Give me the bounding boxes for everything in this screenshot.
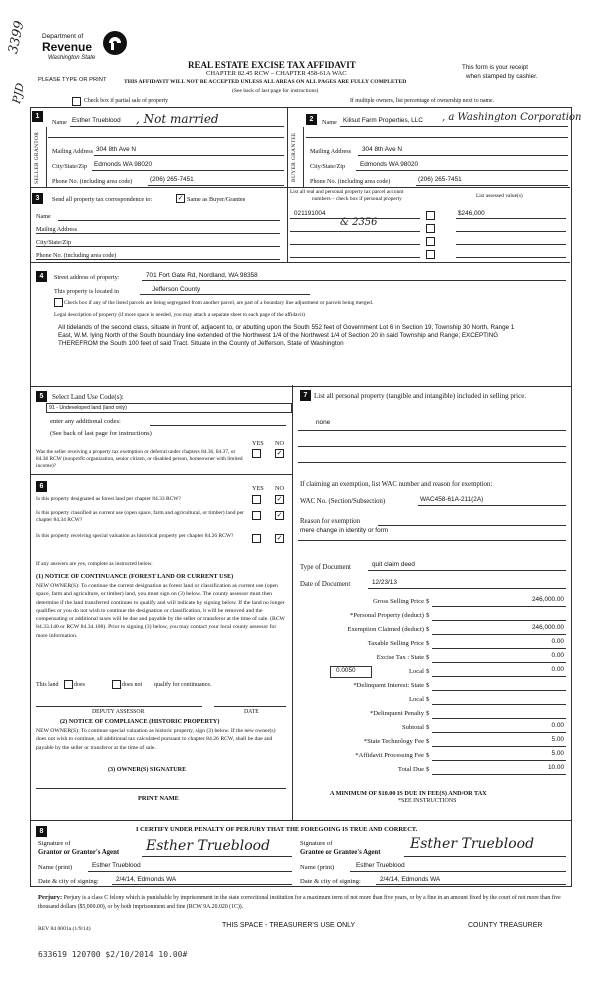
buyer-city-label: City/State/Zip (310, 163, 346, 170)
receipt-line: 633619 120700 $2/10/2014 10.00# (38, 950, 188, 959)
perjury-text: Perjury is a class C felony which is punishable by imprisonment in the state correctional institution for a maximum term of not more than five years, or by a fine in an amount fixed by the court of not more than five thousand dollars ($5,000.00), or by both imprisonment and fine (RCW 9A.20.020 (1C)). (38, 895, 561, 910)
parcel-header2: numbers – check box if personal property (312, 196, 402, 202)
s5-yes-checkbox[interactable] (252, 449, 261, 458)
grantee-sig-label2: Grantee or Grantee's Agent (300, 849, 381, 856)
currency: $ (426, 710, 430, 717)
treasurer-space: THIS SPACE - TREASURER'S USE ONLY (222, 922, 356, 929)
seller-mailing-label: Mailing Address (52, 148, 94, 155)
personal-property-label: List all personal property (tangible and intangible) included in selling price. (314, 392, 527, 400)
this-land-label: This land (36, 682, 59, 688)
s5-no-checkbox[interactable]: ✓ (276, 449, 283, 457)
personal-property-checkbox[interactable] (426, 237, 435, 246)
stamp-number: 3399 (6, 19, 28, 56)
same-as-buyer-checkbox[interactable]: ✓ (177, 194, 184, 202)
s6-q1-yes[interactable] (252, 495, 261, 504)
currency: $ (426, 626, 430, 633)
street-address[interactable]: 701 Fort Gate Rd, Nordland, WA 98358 (146, 272, 258, 279)
form-title: REAL ESTATE EXCISE TAX AFFIDAVIT (188, 60, 356, 70)
tax-value[interactable]: 10.00 (548, 764, 564, 771)
see-instructions: *SEE INSTRUCTIONS (398, 798, 457, 804)
dept-line1: Department of (42, 33, 84, 40)
notice2-text: NEW OWNER(S): To continue special valuation as historic property, sign (3) below. If the new owner(s) does not wish to continue, all additional tax calculated pursuant to chapter 84.26 RCW, shall be due and payable by the seller or transferor at the time of sale. (36, 728, 276, 751)
seller-side-label: SELLER GRANTOR (34, 131, 40, 184)
currency: $ (426, 668, 430, 675)
grantor-signature: Esther Trueblood (146, 838, 271, 854)
assessed-header: List assessed value(s) (476, 193, 523, 199)
does-label: does (74, 682, 85, 688)
deputy-assessor: DEPUTY ASSESSOR (92, 709, 145, 715)
tax-value[interactable]: 246,000.00 (532, 596, 564, 603)
s3-city-label: City/State/Zip (36, 239, 72, 246)
personal-property-checkbox[interactable] (426, 211, 435, 220)
wac-number[interactable]: WAC458-61A-211(2A) (420, 496, 484, 503)
deputy-date: DATE (244, 709, 259, 715)
section-1-number: 1 (32, 111, 43, 122)
doc-type-label: Type of Document (300, 564, 351, 571)
buyer-city[interactable]: Edmonds WA 98020 (360, 161, 419, 168)
doc-date[interactable]: 12/23/13 (372, 579, 397, 586)
tax-value[interactable]: 5.00 (551, 750, 564, 757)
perjury-label: Perjury: (38, 894, 63, 901)
personal-property-checkbox[interactable] (426, 224, 435, 233)
grantor-sig-label2: Grantor or Grantor's Agent (38, 849, 120, 856)
currency: $ (426, 766, 430, 773)
tax-label: Local (408, 668, 424, 675)
doc-type[interactable]: quit claim deed (372, 561, 415, 568)
s6-if-yes: If any answers are yes, complete as instructed below. (36, 561, 153, 567)
form-chapter: CHAPTER 82.45 RCW – CHAPTER 458-61A WAC (206, 70, 347, 77)
exemption-label: If claiming an exemption, list WAC number and reason for exemption: (300, 481, 493, 488)
s5-question: Was the seller receiving a property tax exemption or deferral under chapters 84.36, 84.37, or 84.38 RCW (nonprofit organization, senior citizen, or disabled person, homeowner with limited income)? (36, 449, 243, 469)
currency: $ (426, 738, 430, 745)
see-back: (See back of last page for instructions) (232, 88, 319, 94)
grantee-sig-label1: Signature of (300, 840, 333, 847)
parcel-number[interactable]: 021191004 (294, 210, 326, 217)
s6-q2: Is this property classified as current use (open space, farm and agricultural, or timber) land per chapter 84.34 RCW? (36, 510, 244, 523)
s3-name-label: Name (36, 213, 51, 220)
s6-q2-yes[interactable] (252, 511, 261, 520)
county-treasurer: COUNTY TREASURER (468, 922, 543, 929)
buyer-phone[interactable]: (206) 265-7451 (418, 176, 462, 183)
grantee-print-name[interactable]: Esther Trueblood (356, 862, 405, 869)
currency: $ (426, 612, 430, 619)
grantor-date-label: Date & city of signing: (38, 878, 99, 885)
section-2-number: 2 (306, 114, 317, 125)
tax-label: Local (408, 696, 424, 703)
personal-property-checkbox[interactable] (426, 250, 435, 259)
tax-value[interactable]: 5.00 (551, 736, 564, 743)
buyer-mailing[interactable]: 304 8th Ave N (362, 146, 403, 153)
grantee-date-label: Date & city of signing: (300, 878, 361, 885)
located-label: This property is located in (54, 288, 119, 295)
s3-mailing-label: Mailing Address (36, 226, 78, 233)
street-label: Street address of property: (54, 274, 120, 281)
assessed-value[interactable]: $246,000 (458, 210, 485, 217)
tax-label: Exemption Claimed (deduct) (347, 626, 424, 633)
s6-q2-no[interactable]: ✓ (276, 511, 283, 519)
stamp-initials: PJD (10, 81, 28, 105)
reason-value[interactable]: mere change in identity or form (300, 527, 389, 534)
dept-line2: Revenue (42, 40, 93, 54)
tax-label: *Delinquent Penalty (369, 710, 424, 717)
tax-label: Subtotal (402, 724, 424, 731)
personal-property-value[interactable]: none (316, 419, 331, 426)
grantor-sig-label1: Signature of (38, 840, 71, 847)
section-4-number: 4 (36, 271, 47, 282)
tax-value[interactable]: 246,000.00 (532, 624, 564, 631)
s6-q3-yes[interactable] (252, 534, 261, 543)
tax-value[interactable]: 0.00 (551, 652, 564, 659)
send-correspondence-label: Send all property tax correspondence to: (52, 196, 153, 203)
section-6-number: 6 (36, 481, 47, 492)
grantor-name-label: Name (print) (38, 864, 73, 871)
s6-q3: Is this property receiving special valuation as historical property per chapter 84.26 RCW? (36, 533, 234, 539)
receipt-note2: when stamped by cashier. (466, 73, 538, 80)
legal-label: Legal description of property (if more space is needed, you may attach a separate sheet to each page of the affidavit) (54, 312, 305, 318)
section-3-number: 3 (32, 193, 43, 204)
dept-line3: Washington State (48, 55, 96, 61)
currency: $ (426, 752, 430, 759)
section-5-number: 5 (36, 391, 47, 402)
currency: $ (426, 640, 430, 647)
tax-value[interactable]: 0.00 (551, 722, 564, 729)
partial-sale-label: Check box if partial sale of property (84, 98, 169, 104)
seller-phone[interactable]: (206) 265-7451 (150, 176, 194, 183)
dor-logo (40, 30, 130, 70)
seller-phone-label: Phone No. (including area code) (52, 178, 133, 185)
seller-mailing[interactable]: 304 8th Ave N (96, 146, 137, 153)
land-use-code: 91 - Undeveloped land (land only) (49, 405, 127, 411)
print-name-label: PRINT NAME (138, 795, 179, 802)
parcel-header1: List all real and personal property tax parcel account (290, 189, 404, 195)
tax-label: Taxable Selling Price (367, 640, 424, 647)
tax-label: *Personal Property (deduct) (350, 612, 424, 619)
segregated-checkbox[interactable] (54, 298, 63, 307)
buyer-phone-label: Phone No. (including area code) (310, 178, 391, 185)
grantee-signature: Esther Trueblood (410, 836, 535, 852)
tax-value[interactable]: 0.00 (551, 666, 564, 673)
county[interactable]: Jefferson County (152, 286, 201, 293)
partial-sale-checkbox[interactable] (72, 97, 81, 106)
buyer-side-label: BUYER GRANTEE (291, 132, 297, 183)
does-not-label: does not (122, 682, 143, 688)
s6-q1-no[interactable]: ✓ (276, 495, 283, 503)
section-8-number: 8 (36, 826, 47, 837)
s3-phone-label: Phone No. (including area code) (36, 252, 117, 259)
buyer-name-note: , a Washington Corporation (442, 112, 582, 123)
wac-label: WAC No. (Section/Subsection) (300, 498, 386, 505)
tax-label: Excise Tax : State (376, 654, 424, 661)
notice1-title: (1) NOTICE OF CONTINUANCE (FOREST LAND OR CURRENT USE) (36, 573, 234, 580)
s5-no: NO (275, 440, 284, 447)
doc-date-label: Date of Document (300, 581, 351, 588)
form-warning: THIS AFFIDAVIT WILL NOT BE ACCEPTED UNLESS ALL AREAS ON ALL PAGES ARE FULLY COMPLETED (124, 79, 407, 85)
see-back-5: (See back of last page for instructions) (50, 430, 152, 437)
local-rate-box[interactable] (330, 666, 372, 678)
seller-city-label: City/State/Zip (52, 163, 88, 170)
section-7-number: 7 (300, 390, 311, 401)
grantor-print-name[interactable]: Esther Trueblood (92, 862, 141, 869)
buyer-name-label: Name (322, 119, 337, 126)
tax-value[interactable]: 0.00 (551, 638, 564, 645)
local-rate: 0.0050 (336, 667, 356, 674)
seller-name[interactable]: Esther Trueblood (72, 117, 121, 124)
currency: $ (426, 696, 430, 703)
currency: $ (426, 598, 430, 605)
select-land-use-label: Select Land Use Code(s): (52, 393, 124, 401)
multiple-owners: If multiple owners, list percentage of ownership next to name. (350, 98, 495, 104)
s6-q3-no[interactable]: ✓ (276, 534, 283, 542)
segregated-label: Check box if any of the listed parcels are being segregated from another parcel, are part of a boundary line adjustment or parcels being merged. (64, 300, 374, 306)
parcel-note: & 2356 (340, 217, 378, 228)
does-not-checkbox[interactable] (112, 680, 121, 689)
currency: $ (426, 654, 430, 661)
tax-label: Gross Selling Price (373, 598, 424, 605)
currency: $ (426, 682, 430, 689)
owner-signature-title: (3) OWNER(S) SIGNATURE (108, 766, 187, 773)
receipt-note1: This form is your receipt (462, 64, 529, 71)
seller-name-note: , Not married (136, 112, 219, 126)
buyer-mailing-label: Mailing Address (310, 148, 352, 155)
notice2-title: (2) NOTICE OF COMPLIANCE (HISTORIC PROPERTY) (60, 718, 220, 725)
s5-yes: YES (252, 440, 264, 447)
notice1-text: NEW OWNER(S): To continue the current designation as forest land or classification as current use (open space, farm and agriculture, or timber) land, you must sign on (3) below. The county assessor must then determine if the land transferred continues to qualify and will indicate by signing below. If the land no longer qualifies or you do not wish to continue the designation or classification, it will be removed and the compensating or additional taxes will be due and payable by the seller or transferor at the time of sale. (RCW 84.33.140 or RCW 84.34.108). Prior to signing (3) below, you may contact your local county assessor for more information. (36, 583, 285, 639)
s6-no: NO (275, 485, 284, 492)
s6-yes: YES (252, 485, 264, 492)
qualify-label: qualify for continuance. (154, 682, 212, 688)
tax-label: *State Technology Fee (363, 738, 424, 745)
currency: $ (426, 724, 430, 731)
seller-city[interactable]: Edmonds WA 98020 (94, 161, 153, 168)
certify-statement: I CERTIFY UNDER PENALTY OF PERJURY THAT THE FOREGOING IS TRUE AND CORRECT. (136, 826, 418, 833)
land-use-code-select[interactable] (46, 403, 292, 413)
tax-label: *Delinquent Interest: State (353, 682, 424, 689)
revenue-logo-icon (102, 30, 128, 56)
enter-codes-label: enter any additional codes: (50, 418, 121, 425)
please-type: PLEASE TYPE OR PRINT (38, 77, 107, 83)
same-as-buyer-label: Same as Buyer/Grantee (187, 196, 246, 203)
reason-label: Reason for exemption (300, 518, 361, 525)
tax-label: Total Due (397, 766, 424, 773)
does-checkbox[interactable] (64, 680, 73, 689)
s6-q1: Is this property designated as forest land per chapter 84.33 RCW? (36, 496, 181, 502)
minimum-due: A MINIMUM OF $10.00 IS DUE IN FEE(S) AND/OR TAX (330, 790, 487, 797)
legal-description[interactable]: All tidelands of the second class, situate in front of, adjacent to, or abutting upon the South 552 feet of Government Lot 6 in Section 19, Township 30 North, Range 1 East, W.M. lying North of the South boundary line extended of the Northwest 1/4 of the Northwest 1/4 of Section 20 in said Township and Range; EXCEPTING THEREFROM the South 100 feet of said Tract. Situate in the County of Jefferson, State of Washington (58, 324, 515, 348)
tax-label: *Affidavit Processing Fee (355, 752, 424, 759)
grantor-date[interactable]: 2/4/14, Edmonds WA (116, 876, 177, 883)
rev-number: REV 84 0001a (1/9/14) (38, 926, 91, 932)
seller-name-label: Name (52, 119, 67, 126)
grantee-date[interactable]: 2/4/14, Edmonds WA (380, 876, 441, 883)
grantee-name-label: Name (print) (300, 864, 335, 871)
perjury-notice (38, 894, 568, 911)
buyer-name[interactable]: Kilisut Farm Properties, LLC (343, 117, 423, 124)
